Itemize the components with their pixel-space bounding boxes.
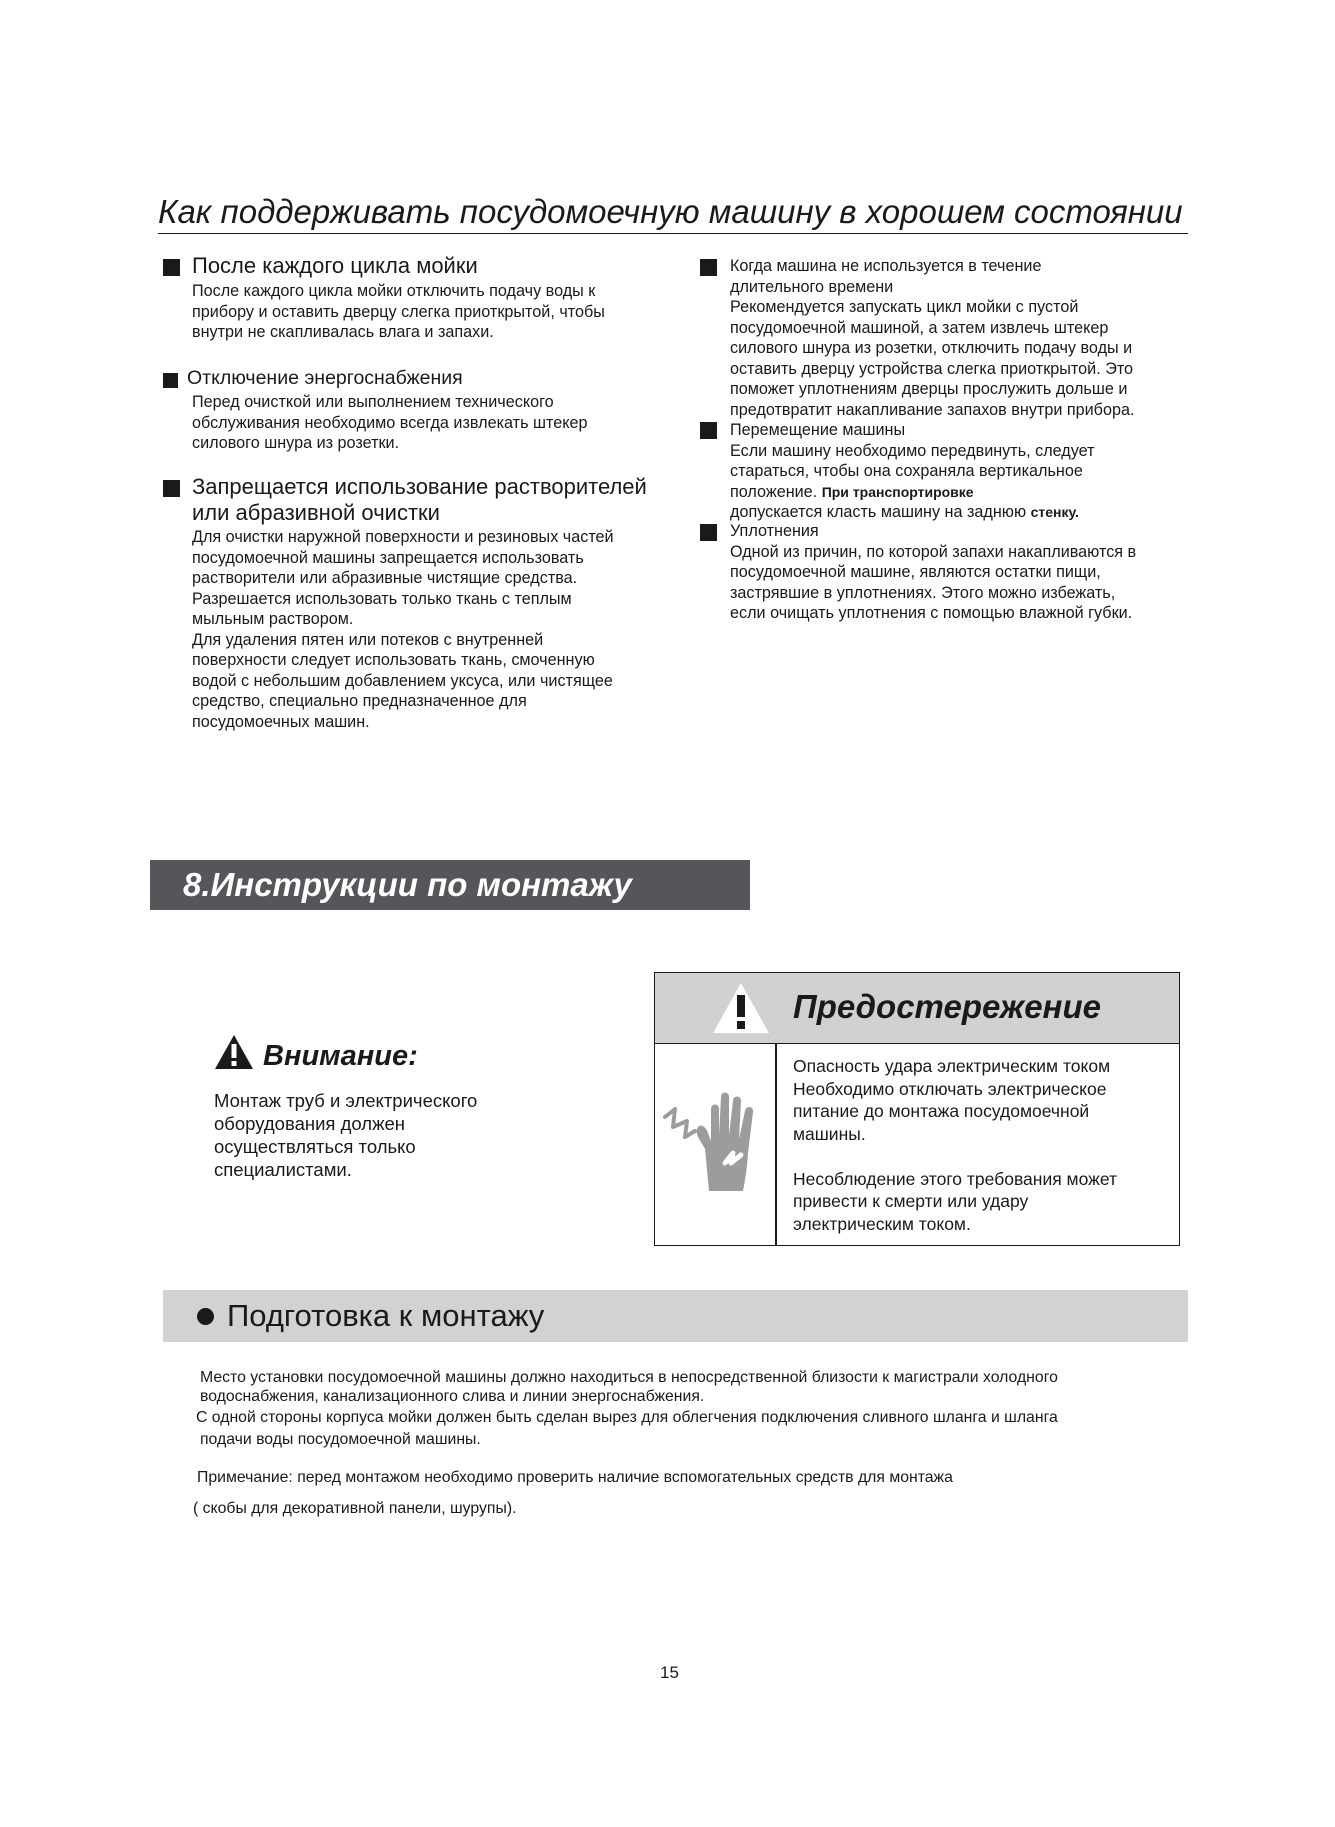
prep-banner [163,1290,1188,1342]
section-heading-no-solvents: Запрещается использование растворителей или абразивной очистки [192,474,647,525]
warning-box [654,972,1180,1246]
section-heading-power-off: Отключение энергоснабжения [187,367,463,389]
prep-note-line: ( скобы для декоративной панели, шурупы). [193,1500,517,1517]
section-text-no-solvents: Для очистки наружной поверхности и резиновых частей посудомоечной машины запрещается использовать растворители или абразивные чистящие средства. Разрешается использовать только ткань с теплым мыльным раствором. Для удаления пятен или потеков с внутренней поверхности следует использовать ткань, смоченную водой с небольшим добавлением уксуса, или чистящее средство, специально предназначенное для посудомоечных машин. [192,528,614,731]
warning-title: Предостережение [793,988,1101,1025]
section-text-after-cycle: После каждого цикла мойки отключить подачу воды к прибору и оставить дверцу слегка приоткрытой, чтобы внутри не скапливалась влага и запахи. [192,282,605,341]
section-title: 8.Инструкции по монтажу [183,866,632,903]
prep-text-line: Место установки посудомоечной машины должно находиться в непосредственной близости к магистрали холодного [200,1369,1058,1386]
bullet-square-icon [163,259,180,276]
section-text-long-idle: Когда машина не используется в течение длительного времени Рекомендуется запускать цикл мойки с пустой посудомоечной машиной, а затем извлечь штекер силового шнура из розетки, отключить подачу воды и оставить дверцу устройства слегка приоткрытой. Это поможет уплотнениям дверцы прослужить дольше и предотвратит накапливание запахов внутри прибора. [730,257,1135,419]
prep-note-line: Примечание: перед монтажом необходимо проверить наличие вспомогательных средств для монтажа [197,1469,953,1486]
bullet-circle-icon [197,1308,214,1325]
bullet-square-icon [700,259,717,276]
prep-text-line: подачи воды посудомоечной машины. [200,1431,481,1448]
exclamation-triangle-icon [711,981,771,1035]
section-heading-after-cycle: После каждого цикла мойки [192,253,478,278]
bullet-square-icon [163,480,180,497]
attention-title: Внимание: [263,1040,418,1072]
section-text-moving: Перемещение машины Если машину необходимо передвинуть, следует стараться, чтобы она сохраняла вертикальное положение. При транспортировке допускается класть машину на заднюю стенку. [730,421,1095,521]
exclamation-triangle-icon [214,1034,254,1070]
bullet-square-icon [700,524,717,541]
page-title: Как поддерживать посудомоечную машину в хорошем состоянии [158,192,1188,234]
bullet-square-icon [163,373,178,388]
page-number: 15 [660,1663,679,1682]
section-text-power-off: Перед очисткой или выполнением технического обслуживания необходимо всегда извлекать штекер силового шнура из розетки. [192,393,588,452]
prep-text-line: водоснабжения, канализационного слива и линии энергоснабжения. [200,1388,705,1405]
bullet-square-icon [700,422,717,439]
section-text-seals: Уплотнения Одной из причин, по которой запахи накапливаются в посудомоечной машине, являются остатки пищи, застрявшие в уплотнениях. Этого можно избежать, если очищать уплотнения с помощью влажной губки. [730,522,1137,622]
prep-text-line: С одной стороны корпуса мойки должен быть сделан вырез для облегчения подключения сливного шланга и шланга [196,1409,1058,1426]
electric-shock-hand-icon [661,1083,769,1195]
attention-text: Монтаж труб и электрического оборудования должен осуществляться только специалистами. [214,1090,478,1180]
warning-text: Опасность удара электрическим током Необходимо отключать электрическое питание до монтажа посудомоечной машины. Несоблюдение этого требования может привести к смерти или удару электрическим током. [793,1056,1117,1234]
warning-header [655,973,1179,1044]
prep-title: Подготовка к монтажу [227,1298,545,1333]
divider [775,1044,777,1245]
